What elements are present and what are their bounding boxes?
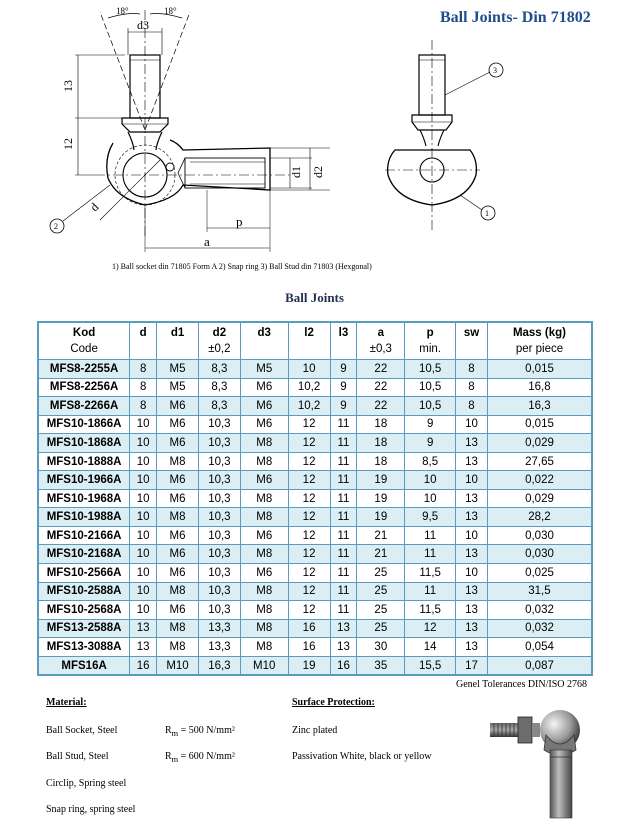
table-cell: 12 [405, 619, 456, 638]
table-cell: 0,032 [487, 619, 592, 638]
dim-d-label: d [87, 199, 102, 215]
table-cell: 13 [456, 638, 488, 657]
material-item: Ball Stud, Steel [46, 751, 109, 762]
table-row [38, 526, 592, 545]
table-row [38, 471, 592, 490]
table-cell: 10 [130, 582, 157, 601]
product-code-cell: MFS10-1866A [38, 415, 130, 434]
table-cell: 13 [456, 601, 488, 620]
table-cell: 11,5 [405, 601, 456, 620]
column-header [130, 322, 157, 360]
product-code-cell: MFS13-2588A [38, 619, 130, 638]
table-cell: 16,3 [198, 656, 240, 675]
table-cell: M6 [157, 545, 199, 564]
table-body [38, 360, 592, 676]
column-header [288, 322, 330, 360]
product-code-cell: MFS10-1988A [38, 508, 130, 527]
table-cell: 10 [456, 471, 488, 490]
table-cell: 12 [288, 452, 330, 471]
table-cell: 10 [456, 564, 488, 583]
table-cell: 10,5 [405, 397, 456, 416]
table-cell: M10 [240, 656, 288, 675]
rm-symbol: R [165, 725, 172, 736]
table-cell: 10 [405, 489, 456, 508]
table-cell: 13 [456, 508, 488, 527]
table-cell: 25 [357, 582, 405, 601]
table-cell: 11 [330, 415, 357, 434]
table-row [38, 656, 592, 675]
table-cell: 10 [456, 526, 488, 545]
table-cell: M6 [240, 415, 288, 434]
column-header [487, 322, 592, 360]
column-header-sublabel [289, 341, 330, 357]
table-cell: M8 [240, 619, 288, 638]
table-cell: 25 [357, 564, 405, 583]
dim-a-label: a [204, 234, 210, 249]
product-code-cell: MFS8-2255A [38, 360, 130, 379]
column-header-label: Kod [72, 327, 96, 339]
technical-drawing [0, 0, 629, 260]
table-cell: 11 [405, 545, 456, 564]
table-cell: M5 [157, 378, 199, 397]
table-row [38, 397, 592, 416]
product-code-cell: MFS13-3088A [38, 638, 130, 657]
balloon-1-label: 1 [485, 209, 489, 218]
table-cell: 10,3 [198, 508, 240, 527]
table-cell: 10,3 [198, 489, 240, 508]
table-cell: 8 [130, 378, 157, 397]
table-cell: 11 [330, 471, 357, 490]
table-cell: M6 [157, 601, 199, 620]
product-code-cell: MFS10-1868A [38, 434, 130, 453]
column-header-label: d3 [257, 327, 271, 339]
dim-l2-label: 12 [61, 138, 75, 150]
table-cell: M8 [157, 619, 199, 638]
product-code-cell: MFS10-2168A [38, 545, 130, 564]
table-cell: M8 [240, 638, 288, 657]
table-cell: 10 [130, 545, 157, 564]
table-cell: 8 [456, 397, 488, 416]
dim-p-label: p [236, 214, 243, 229]
table-cell: 13 [330, 619, 357, 638]
tolerance-note: Genel Tolerances DIN/ISO 2768 [455, 679, 587, 690]
table-cell: 12 [288, 434, 330, 453]
table-cell: 12 [288, 582, 330, 601]
table-cell: 10,5 [405, 360, 456, 379]
table-cell: 10 [130, 471, 157, 490]
column-header [357, 322, 405, 360]
table-cell: 13 [130, 619, 157, 638]
table-cell: 11 [330, 508, 357, 527]
column-header-sublabel: min. [419, 343, 441, 355]
table-cell: 10,3 [198, 415, 240, 434]
table-cell: 8 [130, 397, 157, 416]
table-cell: M6 [157, 434, 199, 453]
table-cell: 16 [288, 619, 330, 638]
table-cell: 10 [130, 415, 157, 434]
table-cell: 22 [357, 360, 405, 379]
table-cell: 35 [357, 656, 405, 675]
table-cell: M8 [240, 489, 288, 508]
table-cell: 9,5 [405, 508, 456, 527]
table-cell: 10 [130, 489, 157, 508]
column-header-sublabel: ±0,2 [208, 343, 231, 355]
table-cell: 13 [456, 545, 488, 564]
table-cell: M6 [240, 564, 288, 583]
material-item: Circlip, Spring steel [46, 778, 127, 789]
rm-value: = 500 N/mm² [180, 725, 235, 736]
table-cell: 10 [130, 526, 157, 545]
table-cell: 10 [456, 415, 488, 434]
product-code-cell: MFS10-2568A [38, 601, 130, 620]
table-cell: 9 [330, 378, 357, 397]
product-code-cell: MFS10-2166A [38, 526, 130, 545]
dim-d2-label: d2 [311, 166, 325, 178]
table-cell: M6 [240, 378, 288, 397]
column-header-sublabel [331, 341, 357, 357]
table-cell: 12 [288, 471, 330, 490]
column-header-label: a [377, 327, 385, 339]
column-header [198, 322, 240, 360]
table-row [38, 415, 592, 434]
table-cell: M8 [240, 582, 288, 601]
table-row [38, 582, 592, 601]
column-header-label: Mass (kg) [512, 327, 566, 339]
table-cell: M6 [157, 564, 199, 583]
table-cell: 11 [330, 564, 357, 583]
table-cell: M8 [240, 434, 288, 453]
table-cell: 28,2 [487, 508, 592, 527]
table-cell: 0,030 [487, 545, 592, 564]
table-cell: 22 [357, 397, 405, 416]
table-cell: 8,3 [198, 378, 240, 397]
balloon-2-label: 2 [54, 222, 58, 231]
table-cell: 16 [130, 656, 157, 675]
column-header-sublabel: Code [70, 343, 98, 355]
table-cell: 13 [130, 638, 157, 657]
table-cell: 13 [456, 582, 488, 601]
table-cell: 10,5 [405, 378, 456, 397]
table-cell: M6 [240, 397, 288, 416]
table-cell: 10,3 [198, 452, 240, 471]
table-header [38, 322, 592, 360]
rm-value-steel-stud [165, 751, 235, 764]
table-cell: 10 [130, 564, 157, 583]
table-cell: 19 [357, 471, 405, 490]
table-row [38, 508, 592, 527]
table-cell: 11 [330, 452, 357, 471]
column-header-label: d2 [212, 327, 227, 339]
product-code-cell: MFS8-2256A [38, 378, 130, 397]
table-cell: 0,032 [487, 601, 592, 620]
table-cell: 10,3 [198, 526, 240, 545]
table-cell: 10,3 [198, 434, 240, 453]
table-cell: 10 [130, 508, 157, 527]
column-header [456, 322, 488, 360]
table-cell: 0,029 [487, 489, 592, 508]
table-cell: 8 [456, 360, 488, 379]
table-cell: 0,029 [487, 434, 592, 453]
balloon-3-label: 3 [493, 66, 497, 75]
table-cell: 9 [405, 415, 456, 434]
table-cell: 0,087 [487, 656, 592, 675]
table-cell: M8 [157, 582, 199, 601]
rm-symbol: R [165, 751, 172, 762]
column-header-label: d [139, 327, 147, 339]
table-cell: 0,054 [487, 638, 592, 657]
table-cell: M8 [157, 638, 199, 657]
table-cell: M6 [240, 471, 288, 490]
table-cell: 9 [405, 434, 456, 453]
column-header-label: l3 [338, 327, 349, 339]
table-cell: 11 [330, 582, 357, 601]
table-row [38, 360, 592, 379]
surface-item: Passivation White, black or yellow [292, 751, 432, 762]
table-cell: 10 [130, 434, 157, 453]
table-row [38, 452, 592, 471]
column-header-sublabel: per piece [515, 343, 564, 355]
table-cell: 13,3 [198, 619, 240, 638]
column-header-label: sw [463, 327, 480, 339]
table-cell: 18 [357, 415, 405, 434]
table-cell: 31,5 [487, 582, 592, 601]
ball-joint-photo [488, 705, 598, 820]
table-cell: 13 [456, 489, 488, 508]
product-code-cell: MFS10-1966A [38, 471, 130, 490]
table-cell: 10,2 [288, 378, 330, 397]
table-cell: M6 [157, 397, 199, 416]
table-cell: 12 [288, 545, 330, 564]
angle-right-label: 18° [164, 6, 177, 16]
table-cell: 16,8 [487, 378, 592, 397]
table-cell: M6 [157, 415, 199, 434]
product-code-cell: MFS10-1968A [38, 489, 130, 508]
table-cell: 25 [357, 601, 405, 620]
table-cell: 11,5 [405, 564, 456, 583]
table-cell: M8 [240, 452, 288, 471]
table-cell: 10,3 [198, 564, 240, 583]
table-cell: 12 [288, 508, 330, 527]
product-code-cell: MFS10-2588A [38, 582, 130, 601]
table-cell: 27,65 [487, 452, 592, 471]
table-cell: 18 [357, 452, 405, 471]
table-cell: 30 [357, 638, 405, 657]
surface-heading: Surface Protection: [292, 697, 375, 708]
table-row [38, 545, 592, 564]
table-cell: 8,3 [198, 397, 240, 416]
column-header-label: p [426, 327, 434, 339]
table-row [38, 378, 592, 397]
table-cell: M6 [157, 489, 199, 508]
table-row [38, 601, 592, 620]
ball-joints-table [37, 321, 593, 676]
table-cell: M6 [157, 471, 199, 490]
product-code-cell: MFS10-1888A [38, 452, 130, 471]
table-cell: 12 [288, 415, 330, 434]
table-cell: 10,3 [198, 601, 240, 620]
table-cell: 13 [456, 452, 488, 471]
table-cell: 13 [330, 638, 357, 657]
table-cell: 8 [456, 378, 488, 397]
table-cell: 16 [288, 638, 330, 657]
drawing-caption: 1) Ball socket din 71805 Form A 2) Snap ring 3) Ball Stud din 71803 (Hexgonal) [112, 262, 372, 271]
column-header-sublabel [241, 341, 288, 357]
table-cell: M6 [157, 526, 199, 545]
column-header-sublabel [157, 341, 198, 357]
table-cell: M5 [240, 360, 288, 379]
table-cell: 16,3 [487, 397, 592, 416]
table-cell: 16 [330, 656, 357, 675]
table-cell: 19 [357, 508, 405, 527]
table-cell: 0,015 [487, 415, 592, 434]
table-cell: 12 [288, 601, 330, 620]
angle-left-label: 18° [116, 6, 129, 16]
table-cell: 13,3 [198, 638, 240, 657]
table-cell: 0,030 [487, 526, 592, 545]
table-cell: 19 [357, 489, 405, 508]
material-heading: Material: [46, 697, 87, 708]
table-cell: M10 [157, 656, 199, 675]
table-cell: 10 [288, 360, 330, 379]
surface-item: Zinc plated [292, 725, 338, 736]
dim-d3-label: d3 [137, 18, 149, 32]
table-cell: 0,022 [487, 471, 592, 490]
table-cell: M8 [240, 545, 288, 564]
table-cell: 11 [330, 601, 357, 620]
rm-value: = 600 N/mm² [180, 751, 235, 762]
column-header [405, 322, 456, 360]
table-cell: 10 [130, 452, 157, 471]
table-cell: 12 [288, 564, 330, 583]
column-header [38, 322, 130, 360]
column-header-label: l2 [304, 327, 314, 339]
table-cell: 11 [405, 582, 456, 601]
table-cell: 21 [357, 526, 405, 545]
table-cell: 11 [405, 526, 456, 545]
table-cell: M5 [157, 360, 199, 379]
rm-value-steel-socket [165, 725, 235, 738]
table-cell: 22 [357, 378, 405, 397]
material-item: Snap ring, spring steel [46, 804, 136, 815]
table-cell: 11 [330, 489, 357, 508]
table-row [38, 489, 592, 508]
table-cell: 8,5 [405, 452, 456, 471]
table-cell: 11 [330, 526, 357, 545]
table-cell: 8,3 [198, 360, 240, 379]
table-cell: 21 [357, 545, 405, 564]
table-row [38, 564, 592, 583]
column-header-sublabel [456, 341, 487, 357]
table-cell: 0,025 [487, 564, 592, 583]
table-row [38, 434, 592, 453]
table-cell: 25 [357, 619, 405, 638]
product-code-cell: MFS16A [38, 656, 130, 675]
table-cell: 12 [288, 526, 330, 545]
table-cell: 15,5 [405, 656, 456, 675]
dim-d1-label: d1 [289, 166, 303, 178]
table-row [38, 619, 592, 638]
table-cell: 13 [456, 619, 488, 638]
table-cell: 10,2 [288, 397, 330, 416]
rm-subscript: m [171, 755, 179, 764]
column-header-label: d1 [170, 327, 185, 339]
table-cell: M8 [240, 601, 288, 620]
table-cell: 17 [456, 656, 488, 675]
dim-l3-label: 13 [61, 80, 75, 92]
table-cell: 0,015 [487, 360, 592, 379]
table-cell: 10,3 [198, 471, 240, 490]
table-cell: 10 [405, 471, 456, 490]
rm-subscript: m [171, 729, 179, 738]
table-cell: 10,3 [198, 545, 240, 564]
column-header [157, 322, 199, 360]
column-header [240, 322, 288, 360]
table-cell: 9 [330, 360, 357, 379]
material-item: Ball Socket, Steel [46, 725, 118, 736]
column-header [330, 322, 357, 360]
product-code-cell: MFS8-2266A [38, 397, 130, 416]
table-title: Ball Joints [285, 290, 344, 305]
table-cell: 8 [130, 360, 157, 379]
column-header-sublabel: ±0,3 [369, 343, 392, 355]
page-title: Ball Joints- Din 71802 [440, 9, 591, 26]
table-cell: 9 [330, 397, 357, 416]
table-cell: 12 [288, 489, 330, 508]
table-cell: M8 [240, 508, 288, 527]
table-cell: 11 [330, 434, 357, 453]
column-header-sublabel [130, 341, 156, 357]
table-cell: 11 [330, 545, 357, 564]
table-cell: 13 [456, 434, 488, 453]
table-cell: 19 [288, 656, 330, 675]
table-cell: 18 [357, 434, 405, 453]
table-cell: 10 [130, 601, 157, 620]
table-cell: M8 [157, 452, 199, 471]
table-cell: 10,3 [198, 582, 240, 601]
table-row [38, 638, 592, 657]
table-cell: 14 [405, 638, 456, 657]
table-cell: M6 [240, 526, 288, 545]
table-cell: M8 [157, 508, 199, 527]
product-code-cell: MFS10-2566A [38, 564, 130, 583]
